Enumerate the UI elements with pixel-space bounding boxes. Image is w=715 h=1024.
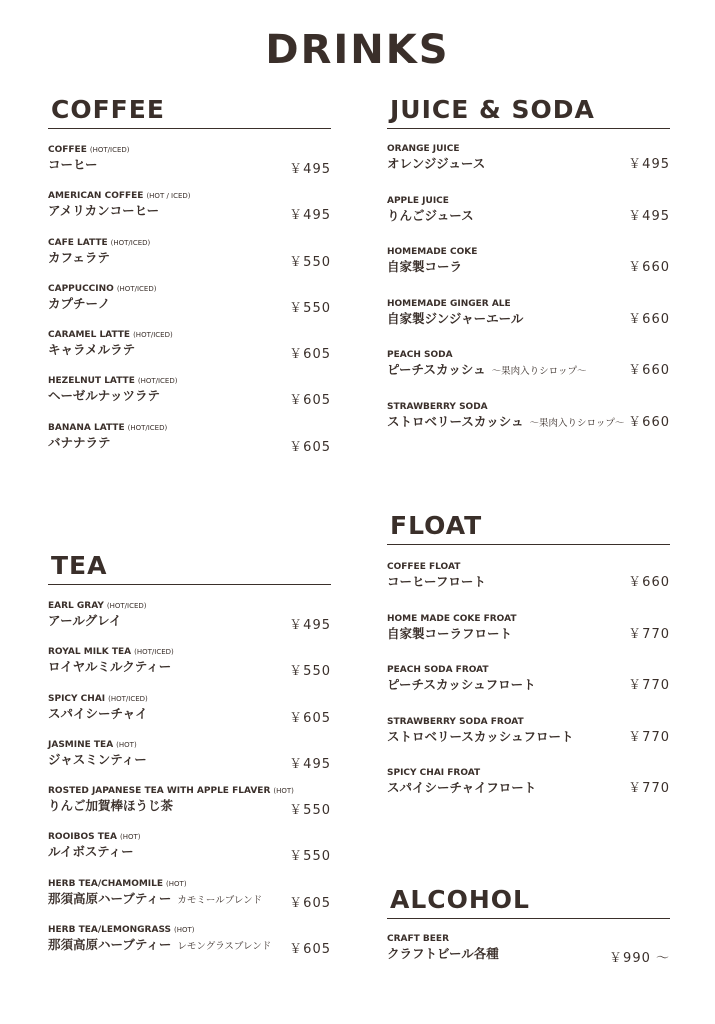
menu-item [387,664,670,716]
item-name-en-text: HEZELNUT LATTE [48,376,135,387]
item-price: ￥550 [289,300,331,316]
item-name-ja-text: ヘーゼルナッツラテ [48,388,161,404]
item-name-ja-text: バナナラテ [48,434,111,450]
item-temperature-note: (HOT) [116,740,137,749]
menu-item [48,190,331,236]
item-name-en-text: CARAMEL LATTE [48,330,131,341]
item-temperature-note: (HOT) [273,787,294,796]
item-name-ja-text: ピーチスカッシュ [387,362,486,377]
item-name-en [48,646,331,658]
item-temperature-note: (HOT/ICED) [89,146,130,154]
item-price: ￥550 [289,803,331,819]
item-name-en [48,190,331,202]
menu-item [48,646,331,692]
item-name-en-text: BANANA LATTE [48,422,125,433]
juice-soda-list [387,143,670,452]
item-name-en-text: COFFEE FLOAT [387,562,461,572]
menu-item [48,422,331,468]
item-name-en [48,878,331,890]
menu-item [387,143,670,195]
item-price: ￥495 [289,756,331,772]
juice-soda-section [387,94,670,452]
menu-item [387,716,670,768]
item-name-ja-text: 那須高原ハーブティー [48,937,172,953]
item-name-en-text: PEACH SODA FROAT [387,665,489,675]
item-price: ￥605 [289,439,331,455]
item-name-en-text: HOME MADE COKE FROAT [387,613,517,624]
item-name-ja-text: りんごジュース [387,207,474,223]
float-section [387,510,670,819]
item-name-ja-text: クラフトビール各種 [387,946,499,961]
item-price: ￥660 [628,311,670,327]
item-temperature-note: (HOT/ICED) [133,331,173,340]
item-name-en-text: SPICY CHAI FROAT [387,768,481,778]
item-price: ￥660 [628,260,670,275]
item-price: ￥550 [289,849,331,865]
menu-item [387,298,670,350]
item-name-ja-text: コーヒーフロート [387,574,486,589]
menu-item [387,933,670,979]
item-name-ja-text: アールグレイ [48,613,122,628]
float-heading: FLOAT [390,511,483,540]
menu-item [387,401,670,453]
item-name-en [48,283,331,295]
item-subtitle: カモミールブレンド [177,894,263,906]
item-temperature-note: (HOT / ICED) [146,192,191,201]
item-name-ja-text: オレンジジュース [387,156,486,171]
item-price: ￥660 [628,414,670,430]
menu-item [387,613,670,665]
item-temperature-note: (HOT/ICED) [108,694,148,703]
alcohol-list [387,933,670,979]
item-name-ja-text: ロイヤルミルクティー [48,659,172,675]
item-name-en-text: STRAWBERRY SODA FROAT [387,716,524,727]
menu-item [387,561,670,613]
item-name-en [387,933,670,945]
menu-item [48,237,331,283]
item-name-en-text: JASMINE TEA [48,739,114,750]
item-name-en-text: COFFEE [48,145,87,155]
item-temperature-note: (HOT/ICED) [116,284,157,293]
menu-item [48,924,331,970]
item-name-ja-text: カフェラテ [48,249,110,265]
item-price: ￥495 [289,618,331,633]
item-name-en [48,329,331,341]
juice-soda-heading: JUICE & SODA [390,95,595,124]
item-name-en [48,785,331,797]
item-price: ￥770 [628,626,670,642]
item-name-en-text: CRAFT BEER [387,934,450,944]
item-name-en-text: AMERICAN COFFEE [48,191,144,202]
item-temperature-note: (HOT) [166,879,187,888]
item-price: ￥660 [628,363,670,378]
item-price: ￥605 [289,347,331,363]
item-name-ja-text: りんご加賀棒ほうじ茶 [48,798,174,814]
item-name-en [48,237,331,249]
item-name-en [48,144,331,156]
alcohol-heading: ALCOHOL [390,885,530,914]
item-name-en-text: APPLE JUICE [387,195,449,206]
item-price: ￥550 [289,664,331,680]
item-name-ja-text: キャラメルラテ [48,342,136,358]
item-price: ￥605 [289,393,331,409]
item-name-en-text: CAPPUCCINO [48,283,114,294]
coffee-section [48,94,331,468]
item-name-en [48,600,331,612]
menu-item [387,767,670,819]
item-price: ￥605 [289,710,331,726]
item-name-en-text: PEACH SODA [387,350,453,360]
item-price: ￥550 [289,254,331,270]
menu-item [48,785,331,831]
item-temperature-note: (HOT/ICED) [110,238,151,247]
left-column [48,0,331,1024]
item-name-en [48,924,331,936]
item-name-en [48,422,331,434]
item-name-en-text: ROYAL MILK TEA [48,647,132,658]
alcohol-section [387,884,670,979]
item-name-en [48,693,331,705]
menu-item [387,349,670,401]
item-price: ￥495 [628,208,670,224]
item-name-ja-text: スパイシーチャイフロート [387,780,537,795]
item-name-en-text: EARL GRAY [48,601,104,611]
menu-item [48,739,331,785]
item-price: ￥605 [289,895,331,911]
item-name-ja-text: ジャスミンティー [48,751,147,767]
item-name-ja-text: ルイボスティー [48,844,134,860]
item-price: ￥990 ～ [609,951,670,966]
coffee-list [48,144,331,468]
item-name-en [48,375,331,387]
tea-heading: TEA [51,551,108,580]
item-name-en-text: ROSTED JAPANESE TEA WITH APPLE FLAVER [48,786,271,797]
item-subtitle: レモングラスブレンド [177,941,272,953]
menu-item [387,195,670,247]
item-name-en-text: SPICY CHAI [48,693,106,704]
item-price: ￥770 [628,781,670,796]
item-price: ￥495 [289,208,331,224]
menu-item [48,878,331,924]
item-name-ja-text: ストロベリースカッシュフロート [387,728,574,744]
tea-list [48,600,331,970]
item-subtitle: ～果肉入りシロップ～ [529,417,625,429]
menu-item [48,693,331,739]
item-price: ￥660 [628,575,670,590]
coffee-heading: COFFEE [51,95,165,124]
item-price: ￥605 [289,942,331,958]
menu-item [387,246,670,298]
menu-item [48,283,331,329]
item-price: ￥770 [628,678,670,693]
item-temperature-note: (HOT) [119,833,141,842]
item-name-ja-text: 自家製ジンジャーエール [387,310,524,326]
item-name-en-text: HERB TEA/CHAMOMILE [48,878,164,889]
item-temperature-note: (HOT/ICED) [134,648,174,657]
item-name-en-text: CAFE LATTE [48,237,108,248]
item-price: ￥495 [628,157,670,172]
right-column [387,0,670,1024]
page-title: DRINKS [265,27,450,73]
item-price: ￥495 [289,162,331,177]
item-name-ja-text: ストロベリースカッシュ [387,413,524,429]
item-temperature-note: (HOT) [174,926,195,935]
menu-item [48,144,331,190]
menu-item [48,375,331,421]
menu-item [48,831,331,877]
item-name-ja-text: カプチーノ [48,295,111,311]
tea-section [48,550,331,970]
item-name-ja-text: スパイシーチャイ [48,705,148,721]
item-name-ja-text: 自家製コーラ [387,259,463,274]
item-name-ja-text: ピーチスカッシュフロート [387,677,536,692]
item-name-ja-text: アメリカンコーヒー [48,203,160,219]
item-subtitle: ～果肉入りシロップ～ [491,366,587,377]
item-name-en-text: STRAWBERRY SODA [387,401,488,412]
menu-item [48,329,331,375]
item-name-en-text: ORANGE JUICE [387,144,460,154]
item-price: ￥770 [628,729,670,745]
menu-item [48,600,331,646]
item-name-ja-text: コーヒー [48,157,98,172]
item-temperature-note: (HOT/ICED) [106,602,147,610]
item-name-en-text: HOMEMADE COKE [387,247,478,257]
item-name-en-text: ROOIBOS TEA [48,832,117,843]
item-name-en-text: HERB TEA/LEMONGRASS [48,925,172,936]
item-name-ja-text: 那須高原ハーブティー [48,890,172,906]
item-name-en [48,831,331,843]
float-list [387,561,670,819]
item-name-ja-text: 自家製コーラフロート [387,625,513,641]
item-name-en [48,739,331,751]
item-name-en-text: HOMEMADE GINGER ALE [387,298,511,309]
item-temperature-note: (HOT/ICED) [137,377,178,386]
item-temperature-note: (HOT/ICED) [127,423,168,432]
